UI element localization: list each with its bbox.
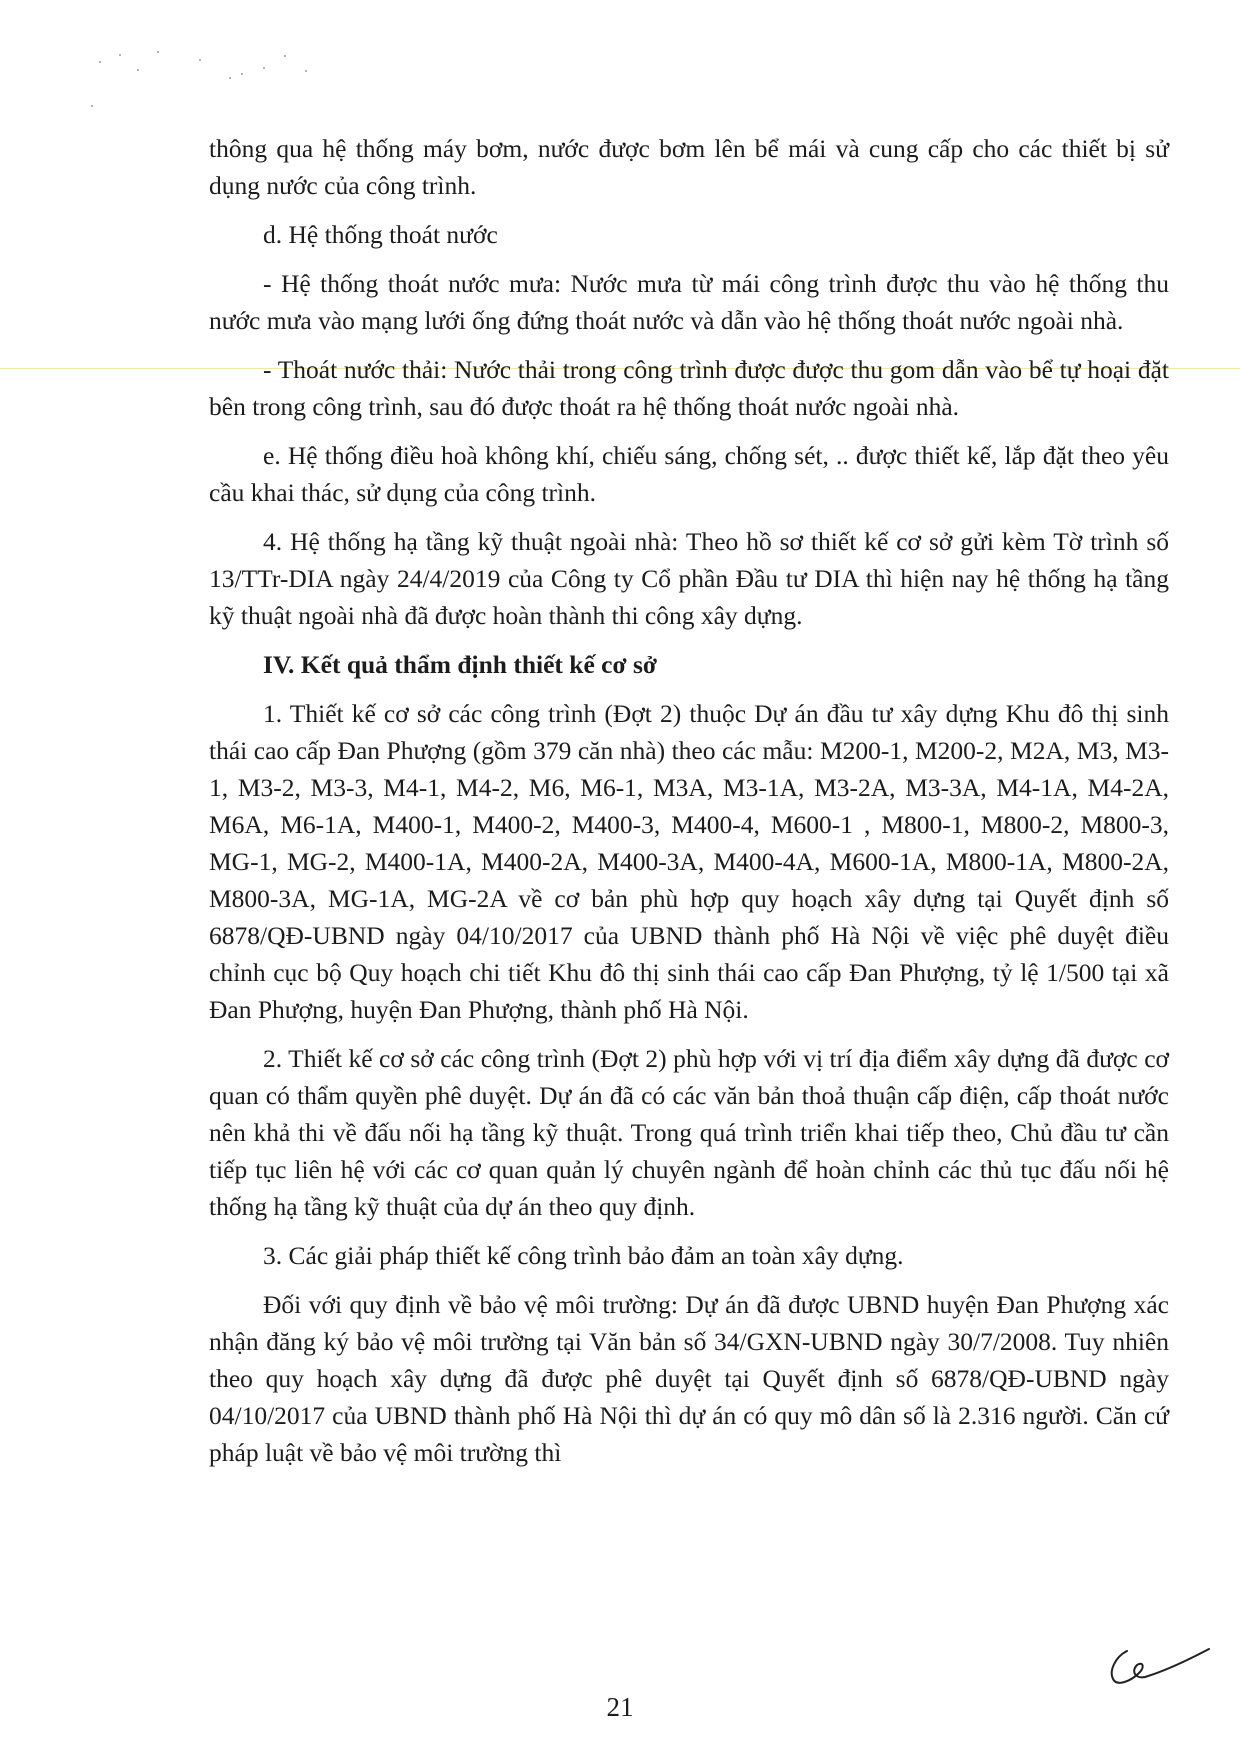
page-number: 21 (606, 1692, 634, 1722)
paragraph: 1. Thiết kế cơ sở các công trình (Đợt 2) thuộc Dự án đầu tư xây dựng Khu đô thị sinh thái cao cấp Đan Phượng (gồm 379 căn nhà) theo các mẫu: M200-1, M200-2, M2A, M3, M3-1, M3-2, M3-3, M4-1, M4-2, M6, M6-1, M3A, M3-1A, M3-2A, M3-3A, M4-1A, M4-2A, M6A, M6-1A, M400-1, M400-2, M400-3, M400-4, M600-1 , M800-1, M800-2, M800-3, MG-1, MG-2, M400-1A, M400-2A, M400-3A, M400-4A, M600-1A, M800-1A, M800-2A, M800-3A, MG-1A, MG-2A về cơ bản phù hợp quy hoạch xây dựng tại Quyết định số 6878/QĐ-UBND ngày 04/10/2017 của UBND thành phố Hà Nội về việc phê duyệt điều chỉnh cục bộ Quy hoạch chi tiết Khu đô thị sinh thái cao cấp Đan Phượng, tỷ lệ 1/500 tại xã Đan Phượng, huyện Đan Phượng, thành phố Hà Nội. (209, 699, 1169, 1024)
subsection-heading: d. Hệ thống thoát nước (263, 220, 498, 249)
paragraph: thông qua hệ thống máy bơm, nước được bơm lên bể mái và cung cấp cho các thiết bị sử dụng nước của công trình. (209, 134, 1169, 200)
paragraph: 3. Các giải pháp thiết kế công trình bảo đảm an toàn xây dựng. (263, 1241, 904, 1270)
paragraph: e. Hệ thống điều hoà không khí, chiếu sáng, chống sét, .. được thiết kế, lắp đặt theo yêu cầu khai thác, sử dụng của công trình. (209, 441, 1169, 507)
paragraph: - Hệ thống thoát nước mưa: Nước mưa từ mái công trình được thu vào hệ thống thu nước mưa vào mạng lưới ống đứng thoát nước và dẫn vào hệ thống thoát nước ngoài nhà. (209, 269, 1169, 335)
paragraph: 4. Hệ thống hạ tầng kỹ thuật ngoài nhà: Theo hồ sơ thiết kế cơ sở gửi kèm Tờ trình số 13/TTr-DIA ngày 24/4/2019 của Công ty Cổ phần Đầu tư DIA thì hiện nay hệ thống hạ tầng kỹ thuật ngoài nhà đã được hoàn thành thi công xây dựng. (209, 527, 1169, 630)
paragraph: Đối với quy định về bảo vệ môi trường: Dự án đã được UBND huyện Đan Phượng xác nhận đăng ký bảo vệ môi trường tại Văn bản số 34/GXN-UBND ngày 30/7/2008. Tuy nhiên theo quy hoạch xây dựng đã được phê duyệt tại Quyết định số 6878/QĐ-UBND ngày 04/10/2017 của UBND thành phố Hà Nội thì dự án có quy mô dân số là 2.316 người. Căn cứ pháp luật về bảo vệ môi trường thì (209, 1290, 1169, 1467)
paragraph: 2. Thiết kế cơ sở các công trình (Đợt 2) phù hợp với vị trí địa điểm xây dựng đã được cơ quan có thẩm quyền phê duyệt. Dự án đã có các văn bản thoả thuận cấp điện, cấp thoát nước nên khả thi về đấu nối hạ tầng kỹ thuật. Trong quá trình triển khai tiếp theo, Chủ đầu tư cần tiếp tục liên hệ với các cơ quan quản lý chuyên ngành để hoàn chỉnh các thủ tục đấu nối hệ thống hạ tầng kỹ thuật của dự án theo quy định. (209, 1044, 1169, 1221)
signature-icon (1105, 1643, 1215, 1693)
scan-speck-marks-icon (80, 40, 340, 120)
paragraph: - Thoát nước thải: Nước thải trong công trình được được thu gom dẫn vào bể tự hoại đặt bên trong công trình, sau đó được thoát ra hệ thống thoát nước ngoài nhà. (209, 355, 1169, 421)
section-heading: IV. Kết quả thẩm định thiết kế cơ sở (263, 650, 658, 679)
document-body (209, 130, 1169, 1483)
